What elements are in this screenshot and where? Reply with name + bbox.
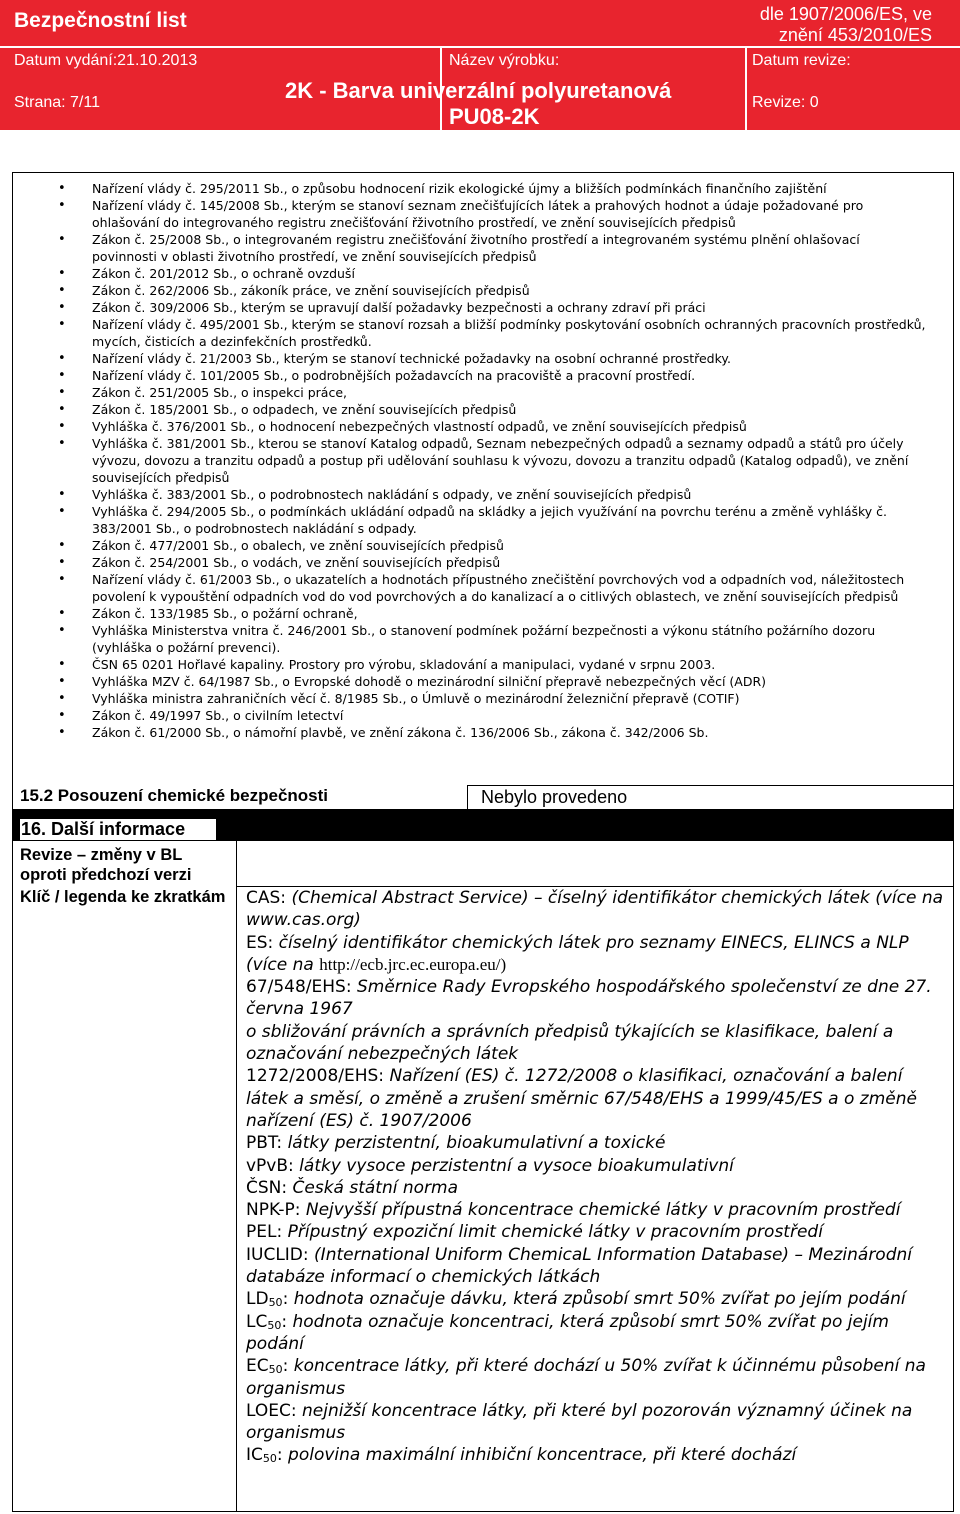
- abbreviations-list: [246, 887, 946, 1467]
- regulation-reference: znění 453/2010/ES: [778, 25, 932, 45]
- product-code: PU08-2K: [449, 104, 540, 129]
- list-item: • Nařízení vlády č. 101/2005 Sb., o podrobnějších požadavcích na pracoviště a pracovní prostředí.: [92, 367, 928, 384]
- list-item: • Zákon č. 251/2005 Sb., o inspekci práce,: [92, 384, 928, 401]
- list-item: • Vyhláška č. 294/2005 Sb., o podmínkách ukládání odpadů na skládky a jejich využívání na povrchu terénu a změně vyhlášky č. 383/2001 Sb., o podrobnostech nakládání s odpady.: [92, 503, 928, 537]
- definition-ic50: $IC_{50}$: polovina maximální inhibiční koncentrace, při které dochází: [246, 1445, 797, 1466]
- regulation-reference: dle 1907/2006/ES, ve: [759, 4, 932, 24]
- definition-ld50: $LD_{50}$: hodnota označuje dávku, která způsobí smrt 50% zvířat po jejím podání: [246, 1289, 906, 1310]
- list-item: • Zákon č. 262/2006 Sb., zákoník práce, ve znění souvisejících předpisů: [92, 282, 928, 299]
- definition-cas: CAS: (Chemical Abstract Service) – číselný identifikátor chemických látek (více na www.cas.org): [246, 888, 944, 931]
- list-item: • Nařízení vlády č. 495/2001 Sb., kterým se stanoví rozsah a bližší podmínky poskytování osobních ochranných pracovních prostředků, mycích, čisticích a dezinfekčních prostředků.: [92, 316, 928, 350]
- list-item: • Nařízení vlády č. 145/2008 Sb., kterým se stanoví seznam znečišťujících látek a prahových hodnot a údaje požadované pro ohlašování do integrovaného registru znečišťování řživotního prostředí, ve znění souvisejících předpisů: [92, 197, 928, 231]
- revision-number: Revize: 0: [752, 94, 819, 111]
- definition-es: ES: číselný identifikátor chemických látek pro seznamy EINECS, ELINCS a NLP (více na http://ecb.jrc.ec.europa.eu/): [246, 932, 909, 975]
- list-item: • Zákon č. 477/2001 Sb., o obalech, ve znění souvisejících předpisů: [92, 537, 928, 554]
- page-number: Strana: 7/11: [14, 94, 100, 111]
- definition-npk-p: NPK-P: Nejvyšší přípustná koncentrace chemické látky v pracovním prostředí: [246, 1200, 901, 1221]
- revision-changes-cell: [237, 841, 954, 887]
- list-item: • Vyhláška č. 381/2001 Sb., kterou se stanoví Katalog odpadů, Seznam nebezpečných odpadů a seznamy odpadů a států pro účely vývozu, dovozu a tranzitu odpadů a postup při udělování souhlasu k vývozu, dovozu a tranzitu odpadů (Katalog odpadů), ve znění souvisejících předpisů: [92, 435, 928, 486]
- header-divider: [0, 46, 960, 48]
- revision-date-label: Datum revize:: [752, 52, 851, 69]
- definition-pbt: PBT: látky perzistentní, bioakumulativní a toxické: [246, 1133, 666, 1154]
- list-item: • Zákon č. 201/2012 Sb., o ochraně ovzduší: [92, 265, 928, 282]
- section-15-2-value: Nebylo provedeno: [481, 787, 628, 807]
- definition-67-548-ehs-detail: o sbližování právních a správních předpisů týkajících se klasifikace, balení a označování nebezpečných látek: [246, 1021, 894, 1065]
- header-divider: [745, 46, 747, 130]
- list-item: • Zákon č. 61/2000 Sb., o námořní plavbě, ve znění zákona č. 136/2006 Sb., zákona č. 342/2006 Sb.: [92, 724, 928, 741]
- list-item: • ČSN 65 0201 Hořlavé kapaliny. Prostory pro výrobu, skladování a manipulaci, vydané v srpnu 2003.: [92, 656, 928, 673]
- list-item: • Vyhláška Ministerstva vnitra č. 246/2001 Sb., o stanovení podmínek požární bezpečnosti a výkonu státního požárního dozoru (vyhláška o požární prevenci).: [92, 622, 928, 656]
- abbreviations-label: Klíč / legenda ke zkratkám: [20, 888, 226, 906]
- issue-date: Datum vydání:21.10.2013: [14, 52, 198, 69]
- definition-pel: PEL: Přípustný expoziční limit chemické látky v pracovním prostředí: [246, 1222, 823, 1243]
- document-title: Bezpečnostní list: [14, 9, 187, 32]
- section-16-header: [12, 809, 954, 841]
- label-column: [12, 841, 237, 1512]
- revision-changes-label: Revize – změny v BL oproti předchozí verzi: [20, 846, 192, 884]
- definition-loec: LOEC: nejnižší koncentrace látky, při které byl pozorován významný účinek na organismus: [246, 1400, 913, 1444]
- document-header: [0, 0, 960, 130]
- definition-67-548-ehs: 67/548/EHS: Směrnice Rady Evropského hospodářského společenství ze dne 27. června 1967: [246, 977, 932, 1020]
- product-name: 2K - Barva univerzální polyuretanová: [285, 78, 672, 103]
- ecb-url: http://ecb.jrc.ec.europa.eu/): [319, 954, 507, 974]
- definition-ec50: $EC_{50}$: koncentrace látky, při které dochází u 50% zvířat k účinnému působení na organismus: [246, 1356, 926, 1399]
- section-16-title: 16. Další informace: [20, 819, 216, 840]
- list-item: • Zákon č. 133/1985 Sb., o požární ochraně,: [92, 605, 928, 622]
- list-item: • Zákon č. 309/2006 Sb., kterým se upravují další požadavky bezpečnosti a ochrany zdraví při práci: [92, 299, 928, 316]
- list-item: • Vyhláška č. 376/2001 Sb., o hodnocení nebezpečných vlastností odpadů, ve znění souvisejících předpisů: [92, 418, 928, 435]
- list-item: • Zákon č. 254/2001 Sb., o vodách, ve znění souvisejících předpisů: [92, 554, 928, 571]
- definition-1272-2008: 1272/2008/EHS: Nařízení (ES) č. 1272/2008 o klasifikaci, označování a balení látek a směsí, o změně a zrušení směrnic 67/548/EHS a 1999/45/ES a o změně nařízení (ES) č. 1907/2006: [246, 1066, 917, 1131]
- list-item: • Nařízení vlády č. 295/2011 Sb., o způsobu hodnocení rizik ekologické újmy a bližších podmínkách finančního zajištění: [92, 180, 928, 197]
- definition-iuclid: IUCLID: (International Uniform ChemicaL Information Database) – Mezinárodní databáze informací o chemických látkách: [246, 1244, 912, 1288]
- list-item: • Vyhláška MZV č. 64/1987 Sb., o Evropské dohodě o mezinárodní silniční přepravě nebezpečných věcí (ADR): [92, 673, 928, 690]
- list-item: • Zákon č. 49/1997 Sb., o civilním letectví: [92, 707, 928, 724]
- legislation-list: [92, 180, 928, 741]
- list-item: • Nařízení vlády č. 61/2003 Sb., o ukazatelích a hodnotách přípustného znečištění povrchových vod a odpadních vod, náležitostech povolení k vypouštění odpadních vod do vod povrchových a do kanalizací a o citlivých oblastech, ve znění souvisejících předpisů: [92, 571, 928, 605]
- list-item: • Vyhláška ministra zahraničních věcí č. 8/1985 Sb., o Úmluvě o mezinárodní železniční přepravě (COTIF): [92, 690, 928, 707]
- definition-vpvb: vPvB: látky vysoce perzistentní a vysoce bioakumulativní: [246, 1155, 734, 1176]
- section-15-2-title: 15.2 Posouzení chemické bezpečnosti: [20, 786, 329, 805]
- list-item: • Nařízení vlády č. 21/2003 Sb., kterým se stanoví technické požadavky na osobní ochranné prostředky.: [92, 350, 928, 367]
- list-item: • Zákon č. 25/2008 Sb., o integrovaném registru znečišťování životního prostředí a integrovaném systému plnění ohlašovací povinnosti v oblasti životního prostředí, ve znění souvisejících předpisů: [92, 231, 928, 265]
- list-item: • Vyhláška č. 383/2001 Sb., o podrobnostech nakládání s odpady, ve znění souvisejících předpisů: [92, 486, 928, 503]
- definition-lc50: $LC_{50}$: hodnota označuje koncentraci, která způsobí smrt 50% zvířat po jejím podání: [246, 1311, 889, 1354]
- product-name-label: Název výrobku:: [449, 52, 560, 69]
- definition-csn: ČSN: Česká státní norma: [246, 1177, 459, 1198]
- list-item: • Zákon č. 185/2001 Sb., o odpadech, ve znění souvisejících předpisů: [92, 401, 928, 418]
